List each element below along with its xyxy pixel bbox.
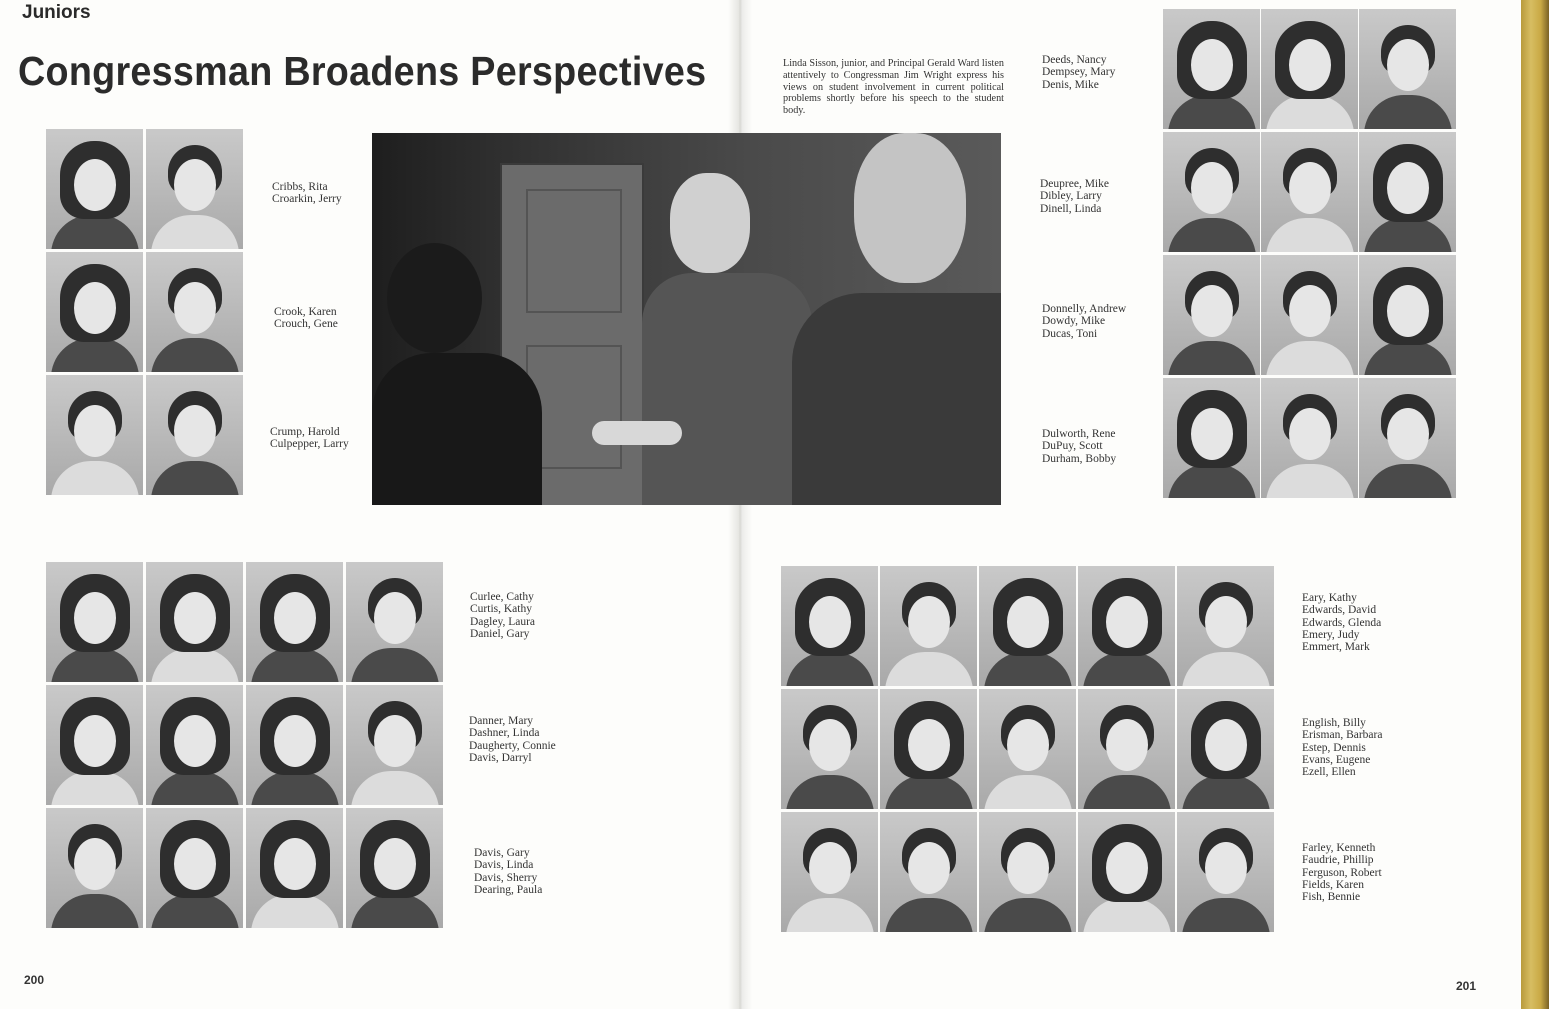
student-portrait: [979, 689, 1076, 809]
student-name: Davis, Gary: [474, 847, 530, 859]
principal-head: [854, 133, 966, 283]
student-portrait: [46, 808, 143, 928]
portrait-grid-right-bottom: [781, 566, 1273, 932]
student-portrait: [979, 566, 1076, 686]
student-name: Daugherty, Connie: [469, 739, 556, 752]
student-name: Dibley, Larry: [1040, 190, 1102, 203]
name-group: [1302, 842, 1382, 903]
student-portrait: [46, 685, 143, 805]
name-group: [474, 847, 542, 896]
student-name: Emery, Judy: [1302, 628, 1360, 641]
student-name: Davis, Linda: [474, 859, 534, 872]
photo-caption: Linda Sisson, junior, and Principal Gerald Ward listen attentively to Congressman Jim Wright express his views on student involvement in current political problems shortly before his speech to the student body.: [783, 58, 1004, 117]
student-name: Dulworth, Rene: [1042, 428, 1116, 440]
student-name: Durham, Bobby: [1042, 452, 1117, 465]
student-name: Faudrie, Phillip: [1302, 854, 1374, 867]
section-label: Juniors: [22, 2, 91, 23]
name-group: [270, 426, 349, 451]
student-portrait: [1078, 812, 1175, 932]
student-portrait: [246, 685, 343, 805]
student-portrait: [1261, 9, 1358, 129]
student-portrait: [1359, 9, 1456, 129]
page-number-left: 200: [24, 973, 45, 987]
page-headline: Congressman Broadens Perspectives: [18, 48, 707, 94]
student-portrait: [1359, 132, 1456, 252]
student-portrait: [880, 812, 977, 932]
student-portrait: [146, 252, 243, 372]
student-name: Deupree, Mike: [1040, 178, 1109, 190]
student-portrait: [146, 562, 243, 682]
student-name: Evans, Eugene: [1302, 753, 1371, 766]
feature-photo: [372, 133, 1001, 505]
student-portrait: [1261, 132, 1358, 252]
student-name: Cribbs, Rita: [272, 181, 328, 193]
student-portrait: [1078, 689, 1175, 809]
student-portrait: [46, 129, 143, 249]
congressman-head: [670, 173, 750, 273]
name-group: [1302, 717, 1382, 778]
name-group: [1042, 54, 1115, 91]
student-portrait: [781, 566, 878, 686]
student-name: DuPuy, Scott: [1042, 440, 1103, 453]
name-group: [1042, 303, 1126, 340]
student-name: Crouch, Gene: [274, 318, 338, 331]
name-group: [1042, 428, 1116, 465]
student-portrait: [781, 689, 878, 809]
student-name: Dinell, Linda: [1040, 202, 1102, 215]
name-group: [272, 181, 342, 206]
student-portrait: [1163, 378, 1260, 498]
student-name: Crook, Karen: [274, 306, 337, 318]
student-name: Emmert, Mark: [1302, 641, 1370, 654]
student-name: Edwards, David: [1302, 604, 1377, 617]
student-portrait: [1163, 9, 1260, 129]
student-name: Daniel, Gary: [470, 627, 530, 640]
student-portrait: [146, 375, 243, 495]
name-group: [1302, 592, 1381, 653]
student-name: Fields, Karen: [1302, 878, 1364, 891]
student-name: Davis, Darryl: [469, 751, 532, 764]
student-portrait: [1163, 255, 1260, 375]
student-name: Croarkin, Jerry: [272, 193, 342, 206]
student-portrait: [1078, 566, 1175, 686]
student-portrait: [1359, 378, 1456, 498]
portrait-grid-left-bottom: [46, 562, 443, 928]
page-number-right: 201: [1456, 979, 1477, 993]
student-portrait: [46, 375, 143, 495]
student-name: English, Billy: [1302, 717, 1366, 729]
student-name: Erisman, Barbara: [1302, 729, 1383, 742]
student-name: Dashner, Linda: [469, 727, 540, 740]
student-portrait: [346, 808, 443, 928]
student-portrait: [1177, 689, 1274, 809]
student-portrait: [246, 562, 343, 682]
student-portrait: [46, 562, 143, 682]
student-name: Dempsey, Mary: [1042, 66, 1116, 79]
name-group: [1040, 178, 1109, 215]
student-name: Ezell, Ellen: [1302, 766, 1356, 779]
student-portrait: [781, 812, 878, 932]
student-portrait: [1261, 255, 1358, 375]
student-portrait: [146, 685, 243, 805]
name-group: [274, 306, 338, 331]
student-name: Curlee, Cathy: [470, 591, 534, 603]
student-portrait: [246, 808, 343, 928]
student-name: Dowdy, Mike: [1042, 315, 1106, 328]
student-portrait: [1359, 255, 1456, 375]
student-name: Deeds, Nancy: [1042, 54, 1107, 66]
student-name: Edwards, Glenda: [1302, 616, 1382, 629]
student-name: Danner, Mary: [469, 715, 534, 727]
student-portrait: [146, 129, 243, 249]
student-name: Eary, Kathy: [1302, 592, 1357, 604]
gesturing-hand: [592, 421, 682, 445]
student-name: Farley, Kenneth: [1302, 842, 1376, 854]
student-name: Estep, Dennis: [1302, 741, 1366, 754]
student-head: [387, 243, 482, 353]
student-name: Dagley, Laura: [470, 615, 536, 628]
student-name: Dearing, Paula: [474, 883, 543, 896]
student-name: Culpepper, Larry: [270, 438, 349, 451]
student-name: Denis, Mike: [1042, 78, 1099, 91]
student-name: Donnelly, Andrew: [1042, 303, 1127, 315]
student-name: Fish, Bennie: [1302, 891, 1361, 904]
student-name: Ferguson, Robert: [1302, 866, 1382, 879]
student-portrait: [880, 566, 977, 686]
student-portrait: [1177, 566, 1274, 686]
student-portrait: [46, 252, 143, 372]
name-group: [470, 591, 535, 640]
student-name: Crump, Harold: [270, 426, 340, 438]
student-portrait: [346, 685, 443, 805]
student-name: Curtis, Kathy: [470, 603, 532, 616]
book-cover-edge: [1521, 0, 1549, 1009]
student-portrait: [1261, 378, 1358, 498]
portrait-grid-right-top: [1163, 9, 1454, 498]
name-group: [469, 715, 556, 764]
student-portrait: [146, 808, 243, 928]
portrait-grid-left-top: [46, 129, 243, 495]
student-portrait: [346, 562, 443, 682]
student-portrait: [880, 689, 977, 809]
student-figure: [372, 353, 542, 505]
student-name: Davis, Sherry: [474, 871, 538, 884]
student-portrait: [1177, 812, 1274, 932]
congressman-figure: [642, 273, 812, 505]
student-name: Ducas, Toni: [1042, 327, 1098, 340]
student-portrait: [1163, 132, 1260, 252]
principal-figure: [792, 293, 1001, 505]
student-portrait: [979, 812, 1076, 932]
